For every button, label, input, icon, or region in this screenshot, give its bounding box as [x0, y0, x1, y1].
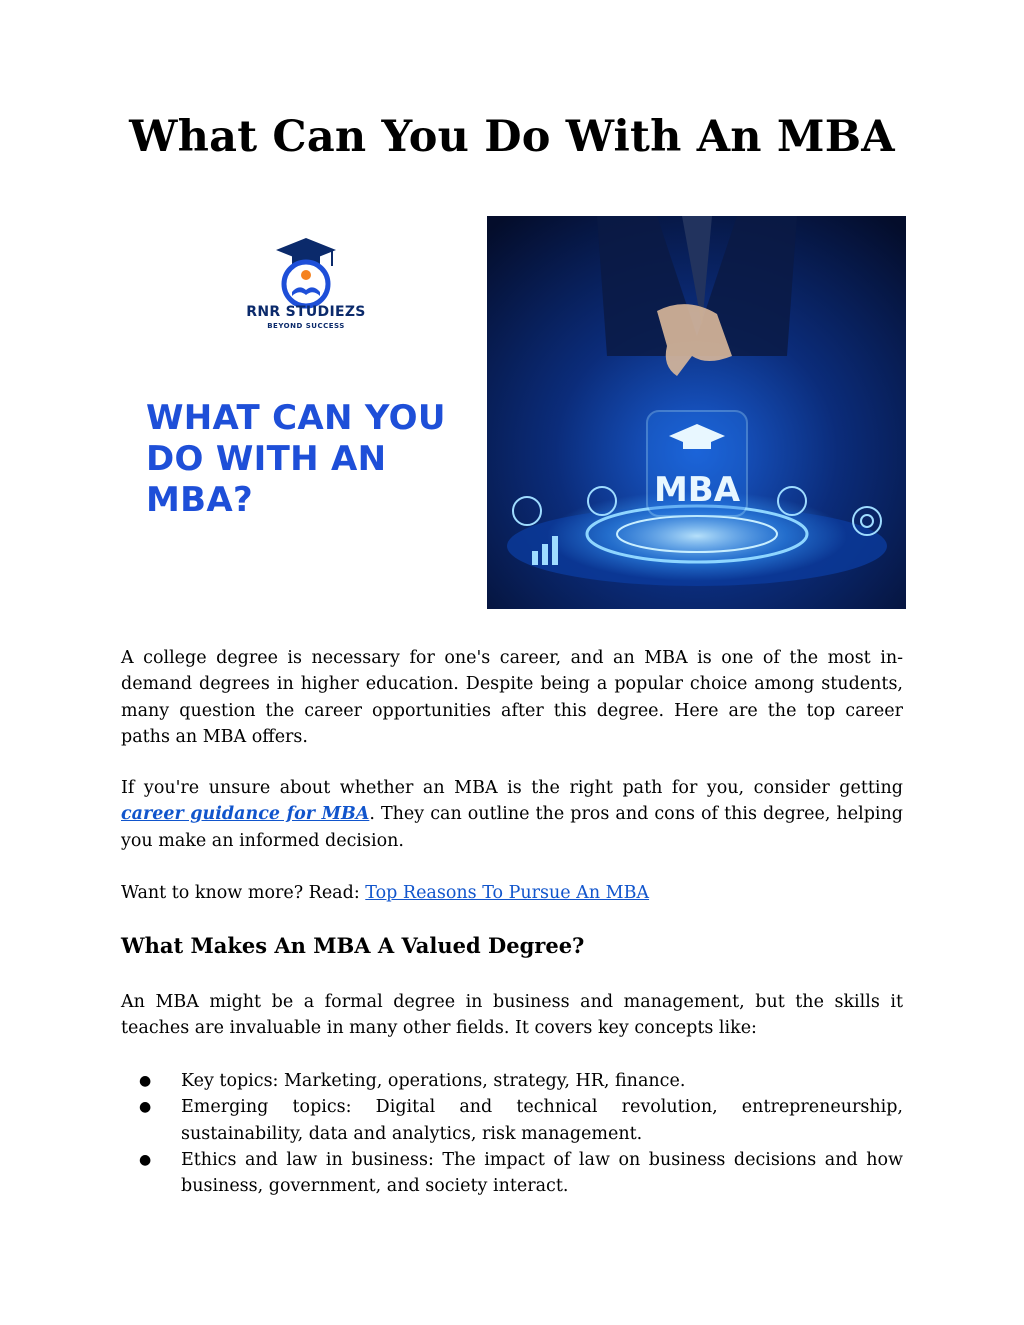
brand-tagline: BEYOND SUCCESS: [267, 322, 345, 330]
list-item-text: Emerging topics: Digital and technical revolution, entrepreneurship, sustainability, data and analytics, risk management.: [181, 1097, 903, 1144]
page-title: What Can You Do With An MBA: [129, 112, 895, 162]
bullet-icon: ●: [139, 1073, 152, 1089]
bullet-icon: ●: [139, 1151, 152, 1168]
guidance-paragraph: [121, 775, 903, 854]
headline-line-2: DO WITH AN MBA?: [146, 439, 387, 520]
photo-mba-label: MBA: [653, 470, 741, 510]
headline-line-1: WHAT CAN YOU: [146, 398, 446, 438]
career-guidance-link[interactable]: career guidance for MBA: [121, 804, 370, 825]
hero-banner: [120, 216, 906, 609]
mba-hologram-photo: [487, 216, 906, 609]
guidance-text-after: . They can outline the pros and cons of this degree, helping you make an informed decision.: [121, 804, 903, 851]
graduation-cap-logo-icon: [248, 232, 364, 312]
list-item-text: Key topics: Marketing, operations, strategy, HR, finance.: [181, 1071, 686, 1091]
section-heading: What Makes An MBA A Valued Degree?: [121, 933, 585, 958]
read-more-paragraph: [121, 880, 903, 906]
brand-name: RNR STUDIEZS: [246, 304, 366, 320]
skills-paragraph: An MBA might be a formal degree in business and management, but the skills it teaches are invaluable in many other fields. It covers key concepts like:: [121, 992, 903, 1039]
concepts-list: [121, 1068, 903, 1199]
list-item: [121, 1147, 903, 1200]
intro-paragraph: A college degree is necessary for one's career, and an MBA is one of the most in-demand degrees in higher education. Despite being a popular choice among students, many question the career opportunities after this degree. Here are the top career paths an MBA offers.: [121, 648, 903, 747]
list-item-text: Ethics and law in business: The impact of law on business decisions and how business, government, and society interact.: [181, 1149, 903, 1197]
read-more-prefix: Want to know more? Read:: [121, 883, 366, 903]
list-item: [121, 1068, 903, 1094]
list-item: [121, 1094, 903, 1147]
banner-headline: [146, 398, 486, 521]
top-reasons-link[interactable]: Top Reasons To Pursue An MBA: [365, 883, 650, 903]
guidance-text-before: If you're unsure about whether an MBA is the right path for you, consider getting: [121, 778, 903, 798]
bullet-icon: ●: [139, 1099, 152, 1116]
